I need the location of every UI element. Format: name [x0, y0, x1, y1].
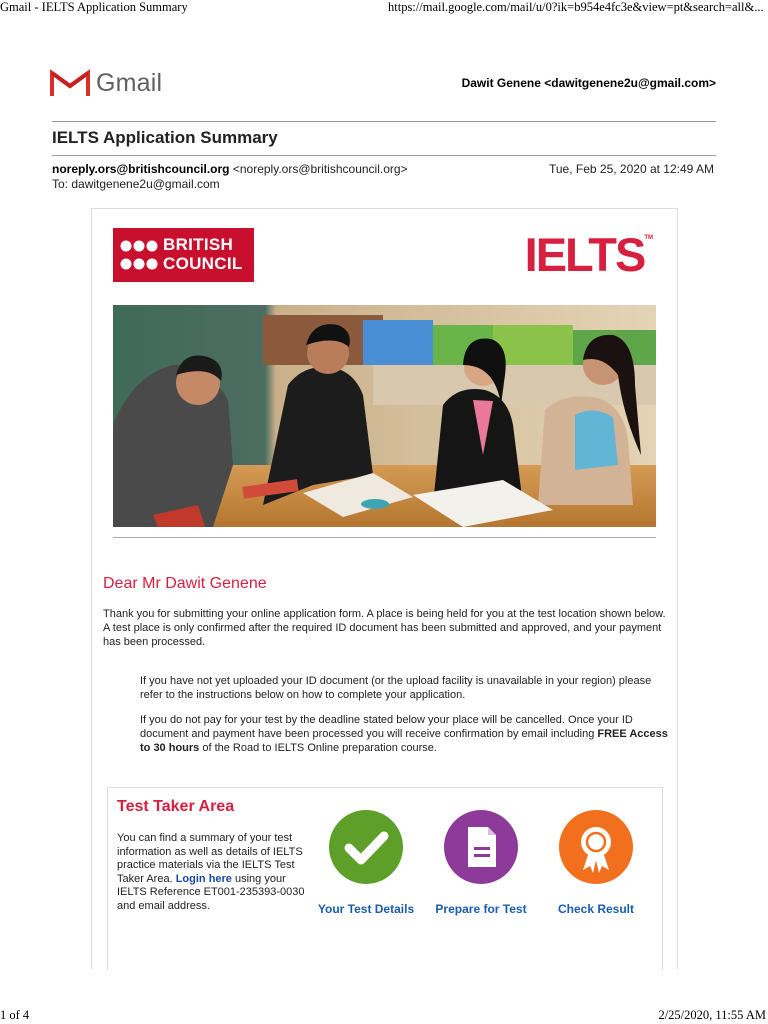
sender-name: noreply.ors@britishcouncil.org: [52, 162, 230, 176]
test-taker-area: [107, 787, 663, 970]
email-card: [91, 208, 678, 969]
id-document-note: If you have not yet uploaded your ID document (or the upload facility is unavailable in your region) please refer to the instructions below on how to complete your application.: [140, 675, 652, 701]
gmail-wordmark: Gmail: [96, 68, 163, 97]
page-count: 1 of 4: [0, 1008, 30, 1022]
checkmark-icon[interactable]: [329, 810, 403, 884]
greeting-heading: Dear Mr Dawit Genene: [103, 575, 267, 592]
british-council-logo: [113, 228, 254, 282]
email-date: Tue, Feb 25, 2020 at 12:49 AM: [549, 162, 714, 176]
divider: [52, 155, 716, 156]
your-test-details-link[interactable]: Your Test Details: [317, 902, 415, 916]
email-to: To: dawitgenene2u@gmail.com: [52, 177, 220, 191]
british-council-wordmark: BRITISH COUNCIL: [163, 235, 243, 273]
sender-address: <noreply.ors@britishcouncil.org>: [232, 162, 408, 176]
gmail-m-icon: [50, 68, 90, 98]
check-result-link[interactable]: Check Result: [557, 902, 635, 916]
print-url[interactable]: https://mail.google.com/mail/u/0?ik=b954e4fc3e&view=pt&search=all&...: [388, 0, 764, 14]
document-icon[interactable]: [444, 810, 518, 884]
print-footer: [0, 1008, 768, 1024]
email-subject: IELTS Application Summary: [52, 128, 278, 147]
check-result-tile[interactable]: [536, 810, 656, 916]
gmail-logo: [50, 66, 162, 100]
british-council-dots-icon: [119, 238, 159, 272]
login-here-link[interactable]: Login here: [175, 872, 232, 885]
print-datetime: 2/25/2020, 11:55 AM: [658, 1008, 766, 1022]
students-study-image: [113, 305, 656, 527]
award-ribbon-icon[interactable]: [559, 810, 633, 884]
divider: [113, 537, 656, 538]
account-name: Dawit Genene <dawitgenene2u@gmail.com>: [461, 76, 716, 90]
divider: [52, 121, 716, 122]
test-taker-area-text: You can find a summary of your test information as well as details of IELTS practice materials via the IELTS Test Taker Area. Login here using your IELTS Reference ET001-235393-0030 and email address.: [117, 832, 305, 912]
ielts-logo: IELTS™: [524, 228, 653, 281]
your-test-details-tile[interactable]: [306, 810, 426, 916]
print-title: Gmail - IELTS Application Summary: [0, 0, 188, 14]
print-header: [0, 0, 768, 18]
prepare-for-test-link[interactable]: Prepare for Test: [435, 902, 527, 916]
intro-paragraph: Thank you for submitting your online application form. A place is being held for you at the test location shown below. A test place is only confirmed after the required ID document has been submitted and approved, and your payment has been processed.: [103, 608, 666, 648]
test-taker-area-title: Test Taker Area: [117, 798, 235, 815]
email-from: [52, 162, 408, 176]
prepare-for-test-tile[interactable]: [421, 810, 541, 916]
payment-note: If you do not pay for your test by the deadline stated below your place will be cancelled. Once your ID document and payment have been processed you will receive confirmation by email including FREE Access to 30 hours of the Road to IELTS Online preparation course.: [140, 714, 668, 754]
students-photo: [113, 305, 656, 527]
